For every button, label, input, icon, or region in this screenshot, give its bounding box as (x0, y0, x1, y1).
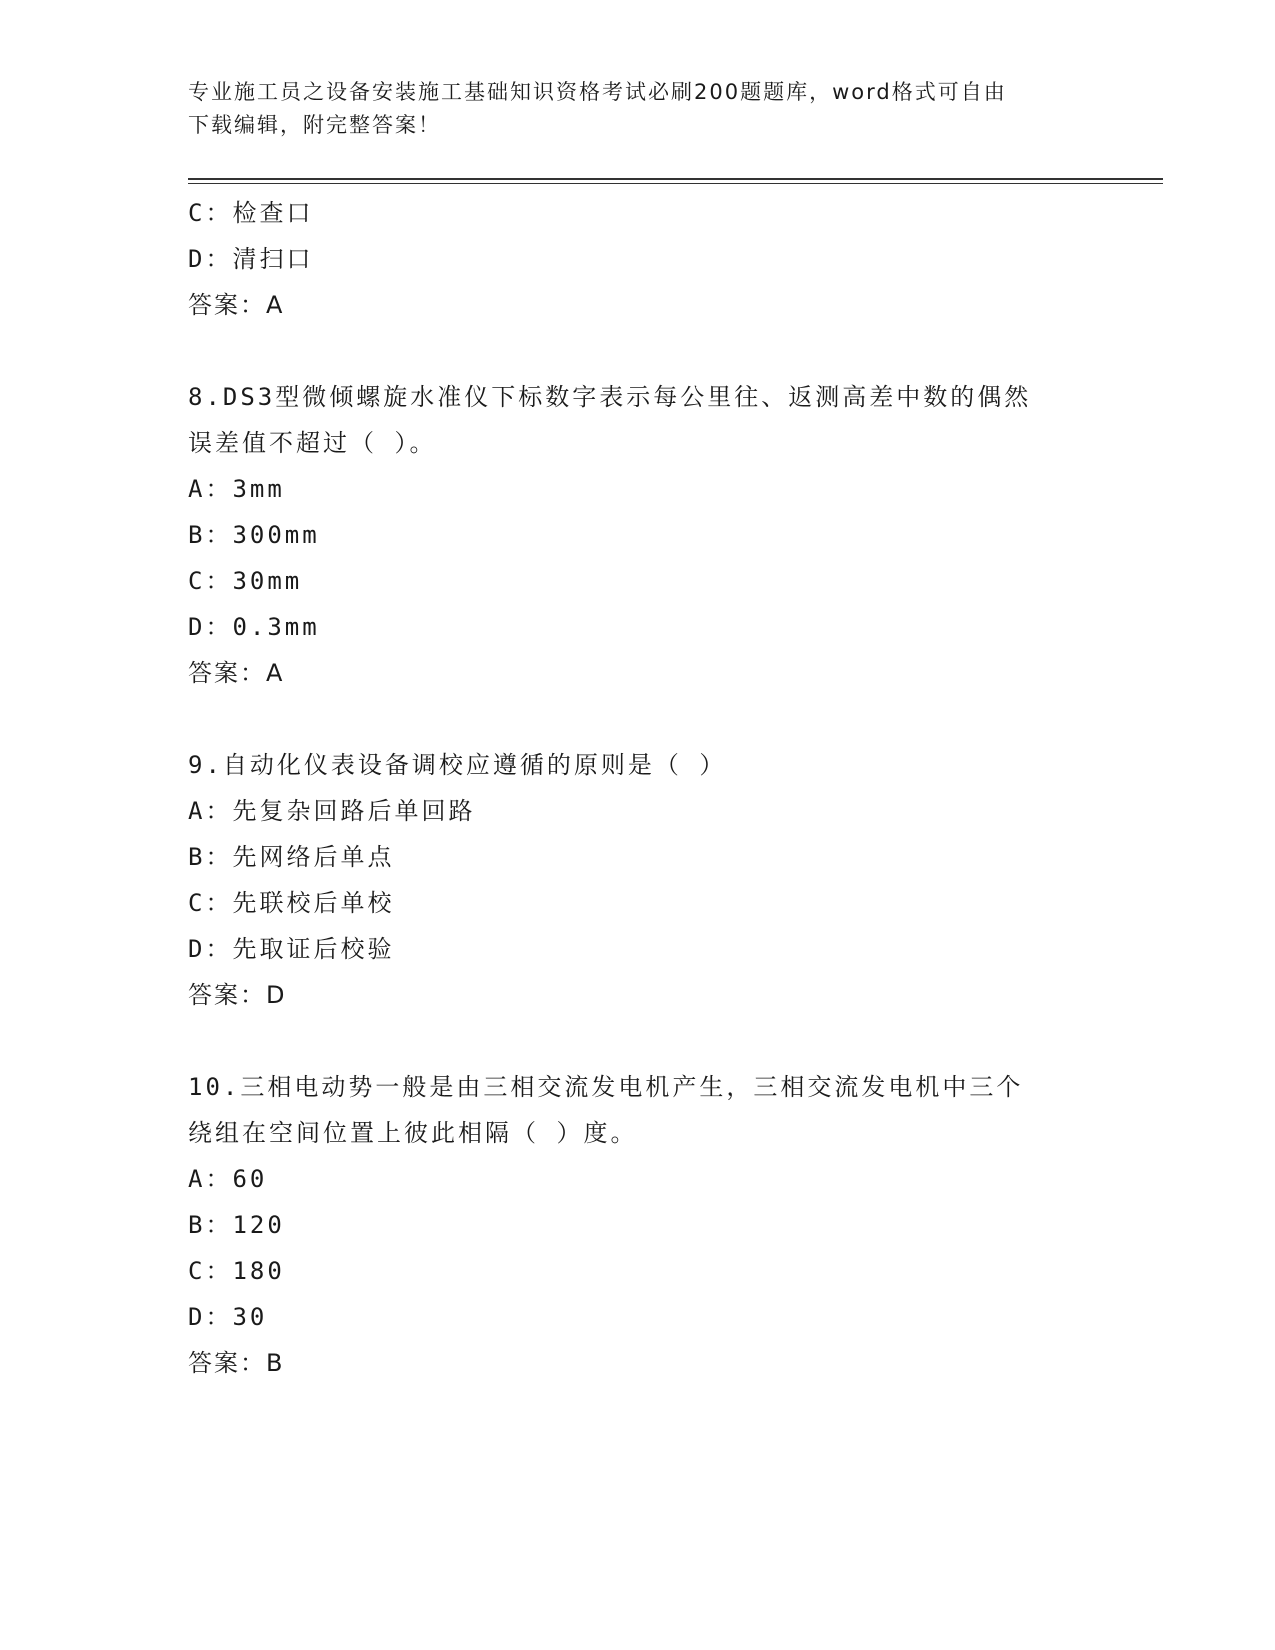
question-10-text-line-1: 10.三相电动势一般是由三相交流发电机产生，三相交流发电机中三个 (188, 1073, 1024, 1101)
question-10-text-line-2: 绕组在空间位置上彼此相隔（ ）度。 (188, 1119, 638, 1147)
question-list (188, 190, 1163, 1386)
header-divider (188, 178, 1163, 184)
question-10-option-c: C：180 (188, 1257, 285, 1285)
option-d: D：清扫口 (188, 245, 314, 273)
question-8-option-d: D：0.3mm (188, 613, 320, 641)
question-9-option-d: D：先取证后校验 (188, 935, 395, 963)
question-8-answer: 答案：A (188, 659, 285, 687)
header-title-line-1: 专业施工员之设备安装施工基础知识资格考试必刷200题题库，word格式可自由 (188, 80, 1007, 104)
document-header (188, 76, 1068, 142)
question-10-answer: 答案：B (188, 1349, 285, 1377)
question-9-option-b: B：先网络后单点 (188, 843, 395, 871)
spacer (188, 328, 1163, 374)
option-c: C：检查口 (188, 199, 314, 227)
spacer (188, 696, 1163, 742)
question-9-option-c: C：先联校后单校 (188, 889, 395, 917)
question-8-text-line-2: 误差值不超过（ ）。 (188, 429, 437, 457)
question-10-option-a: A：60 (188, 1165, 268, 1193)
question-9-answer: 答案：D (188, 981, 287, 1009)
spacer (188, 1018, 1163, 1064)
question-8-option-c: C：30mm (188, 567, 303, 595)
question-10-option-d: D：30 (188, 1303, 268, 1331)
question-8-option-b: B：300mm (188, 521, 320, 549)
header-title-line-2: 下载编辑，附完整答案！ (188, 113, 441, 137)
question-10-option-b: B：120 (188, 1211, 285, 1239)
question-9-text: 9.自动化仪表设备调校应遵循的原则是（ ） (188, 751, 727, 779)
question-8-option-a: A：3mm (188, 475, 285, 503)
answer-line: 答案：A (188, 291, 285, 319)
question-9-option-a: A：先复杂回路后单回路 (188, 797, 476, 825)
question-8-text-line-1: 8.DS3型微倾螺旋水准仪下标数字表示每公里往、返测高差中数的偶然 (188, 383, 1032, 411)
